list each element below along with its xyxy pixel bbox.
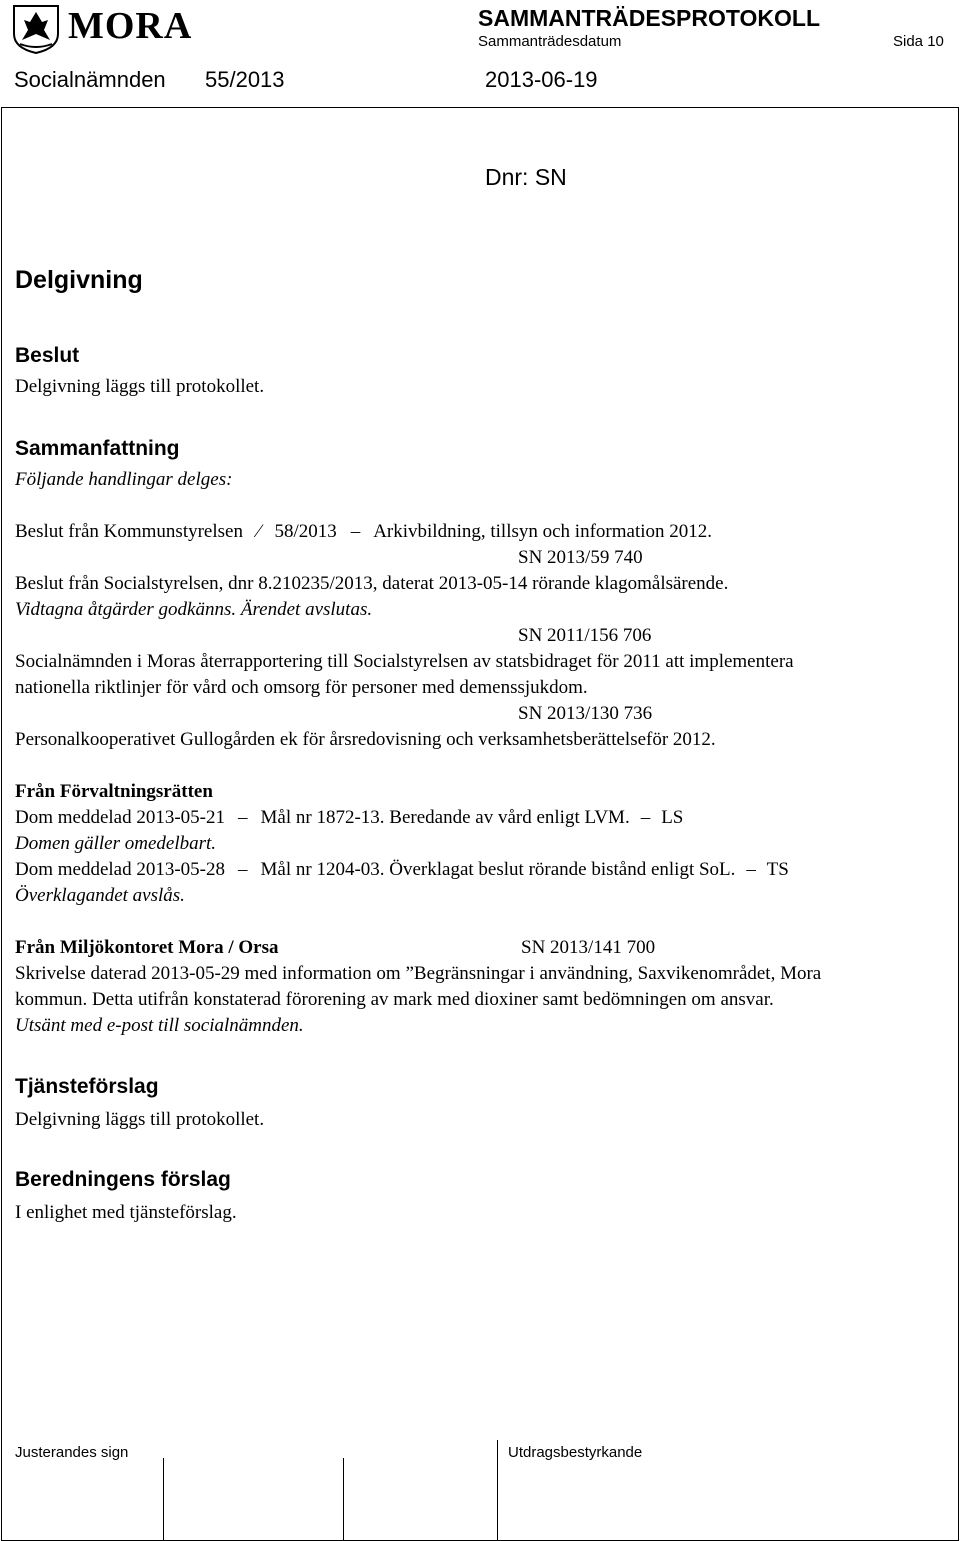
dash-separator: –	[238, 807, 248, 828]
sammanfattning-intro: Följande handlingar delges:	[15, 469, 233, 490]
item1-number: 58/2013	[274, 521, 337, 542]
item3-reference: SN 2013/130 736	[518, 703, 653, 724]
justerandes-sign-label: Justerandes sign	[15, 1444, 129, 1461]
footer-divider	[497, 1440, 498, 1540]
dom2-prefix: Dom meddelad 2013-05-28	[15, 859, 226, 880]
beredningens-forslag-text: I enlighet med tjänsteförslag.	[15, 1202, 237, 1223]
item1-prefix: Beslut från Kommunstyrelsen	[15, 521, 243, 542]
dom1-line	[15, 807, 683, 829]
dash-separator: –	[640, 807, 651, 828]
meeting-date: 2013-06-19	[485, 67, 598, 92]
dom1-prefix: Dom meddelad 2013-05-21	[15, 807, 226, 828]
item3-line2: nationella riktlinjer för vård och omsorg för personer med demenssjukdom.	[15, 677, 588, 698]
tjansteforslag-text: Delgivning läggs till protokollet.	[15, 1109, 265, 1130]
dom2-line	[15, 859, 789, 881]
dom1-code: LS	[661, 807, 684, 828]
item3-line1: Socialnämnden i Moras återrapportering till Socialstyrelsen av statsbidraget för 2011 att implementera	[15, 651, 794, 672]
dash-separator: ⁄	[257, 521, 261, 542]
brand-name: MORA	[68, 5, 193, 47]
committee-name: Socialnämnden	[14, 67, 166, 92]
meeting-date-label: Sammanträdesdatum	[478, 33, 622, 50]
protocol-number: 55/2013	[205, 67, 285, 92]
miljokontoret-reference: SN 2013/141 700	[521, 937, 656, 958]
page-number: Sida 10	[893, 33, 944, 50]
dom2-text: Mål nr 1204-03. Överklagat beslut rörande bistånd enligt SoL.	[260, 859, 736, 880]
sammanfattning-heading: Sammanfattning	[15, 437, 180, 460]
dash-separator: –	[350, 521, 361, 542]
dash-separator: –	[746, 859, 756, 880]
miljokontoret-line1: Skrivelse daterad 2013-05-29 med information om ”Begränsningar i användning, Saxvikenområdet, Mora	[15, 963, 822, 984]
beslut-heading: Beslut	[15, 344, 80, 367]
dnr-label: Dnr: SN	[485, 164, 567, 190]
footer-frame	[1, 1417, 959, 1541]
page-title: Delgivning	[15, 266, 143, 294]
document-title: SAMMANTRÄDESPROTOKOLL	[478, 5, 821, 31]
beslut-text: Delgivning läggs till protokollet.	[15, 376, 265, 397]
footer-divider	[1, 1440, 2, 1540]
item4-text: Personalkooperativet Gullogården ek för årsredovisning och verksamhetsberättelseför 2012.	[15, 729, 716, 750]
dom2-code: TS	[766, 859, 789, 880]
signature-box-divider	[163, 1458, 164, 1540]
dom2-note: Överklagandet avslås.	[15, 885, 185, 906]
item1-text: Arkivbildning, tillsyn och information 2012.	[373, 521, 713, 542]
utdragsbestyrkande-label: Utdragsbestyrkande	[508, 1444, 643, 1461]
dom1-text: Mål nr 1872-13. Beredande av vård enligt LVM.	[260, 807, 630, 828]
dom1-note: Domen gäller omedelbart.	[15, 833, 217, 854]
signature-box-divider	[343, 1458, 344, 1540]
miljokontoret-line2: kommun. Detta utifrån konstaterad förorening av mark med dioxiner samt bedömningen om ansvar.	[15, 989, 774, 1010]
item2-reference: SN 2011/156 706	[518, 625, 652, 646]
forvaltningsratten-heading: Från Förvaltningsrätten	[15, 781, 213, 802]
item1-reference: SN 2013/59 740	[518, 547, 643, 568]
tjansteforslag-heading: Tjänsteförslag	[15, 1075, 159, 1098]
item2-text: Beslut från Socialstyrelsen, dnr 8.210235/2013, daterat 2013-05-14 rörande klagomålsärende.	[15, 573, 729, 594]
miljokontoret-heading: Från Miljökontoret Mora / Orsa	[15, 937, 279, 958]
beredningens-forslag-heading: Beredningens förslag	[15, 1168, 231, 1191]
miljokontoret-note: Utsänt med e-post till socialnämnden.	[15, 1015, 304, 1036]
mora-crest-logo-icon	[10, 4, 62, 54]
dash-separator: –	[238, 859, 248, 880]
item2-note: Vidtagna åtgärder godkänns. Ärendet avslutas.	[15, 599, 373, 620]
item1-line	[15, 521, 712, 543]
